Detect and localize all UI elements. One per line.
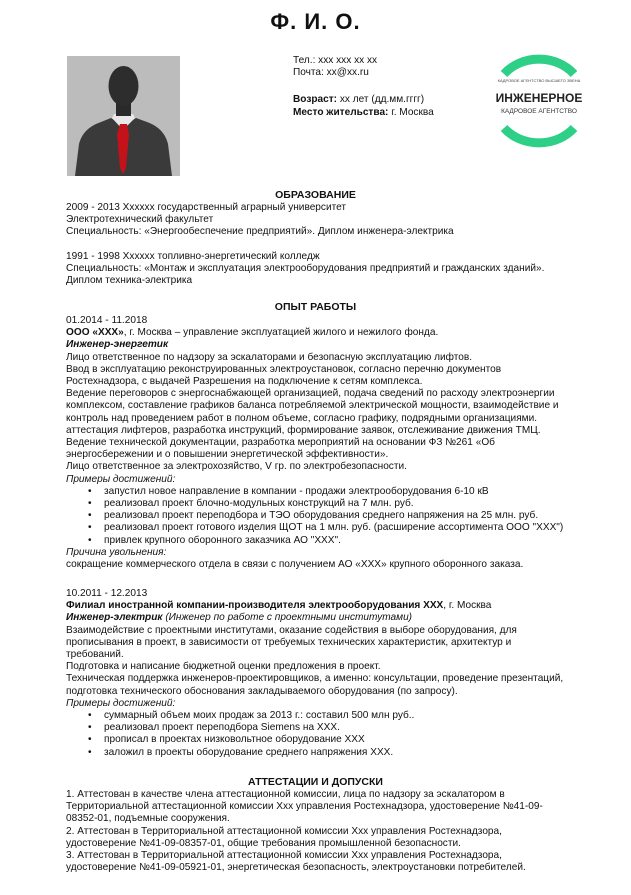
job-position: Инженер-электрик (Инженер по работе с проектными институтами) — [66, 612, 413, 624]
job-duty: аттестация лифтеров, разработка инструкций, формирование заявок, отслеживание движения ТМЦ. — [66, 424, 541, 436]
list-item: • прописал в проектах низковольтное оборудование ХХХ — [66, 734, 586, 746]
achievements-list — [66, 710, 586, 759]
job-duty: подготовка технического обоснования закладываемого оборудования (по запросу). — [66, 685, 458, 697]
phone: Тел.: xxx xxx xx xx — [293, 55, 378, 66]
agency-logo — [490, 52, 588, 150]
job-company: Филиал иностранной компании-производителя электрооборудования ХХХ, г. Москва — [66, 600, 492, 612]
job-position: Инженер-энергетик — [66, 339, 169, 351]
job-entry-2 — [66, 588, 586, 759]
list-item: • запустил новое направление в компании - продажи электрооборудования 6-10 кВ — [66, 486, 586, 498]
list-item: • привлек крупного оборонного заказчика АО "ХХХ". — [66, 535, 586, 547]
certifications-heading: АТТЕСТАЦИИ И ДОПУСКИ — [248, 776, 383, 788]
job-duty: Ведение технической документации, разработка мероприятий на основании ФЗ №261 «Об — [66, 437, 495, 449]
job-duty: Ввод в эксплуатацию реконструированных электроустановок, согласно перечню документов — [66, 363, 502, 375]
job-entry-1 — [66, 315, 586, 571]
list-item: • реализовал проект переподбора и ТЭО оборудования среднего напряжения на 25 млн. руб. — [66, 510, 586, 522]
job-duty: прописывания в проект, в зависимости от требуемых технических характеристик, архитектур и — [66, 636, 512, 648]
contact-info — [293, 55, 493, 119]
job-duty: Ведение переговоров с энергоснабжающей организацией, подача сведений по расходу электроэнергии — [66, 388, 555, 400]
experience-heading: ОПЫТ РАБОТЫ — [274, 301, 357, 313]
job-duty: комплексом, составление графиков баланса потребляемой электрической мощности, взаимодействие и — [66, 400, 559, 412]
achievements-list — [66, 486, 586, 547]
reason-label: Причина увольнения: — [66, 546, 167, 558]
job-duty: Ростехнадзора, с выдачей Разрешения на подключение к сетям комплекса. — [66, 376, 423, 388]
education-entry-2: 1991 - 1998 Хххххх топливно-энергетический колледж Специальность: «Монтаж и эксплуатация электрооборудования предприятий и гражданских зданий». Диплом техника-электрика — [66, 251, 545, 287]
certifications-list — [66, 789, 586, 874]
achievements-label: Примеры достижений: — [66, 697, 176, 709]
profile-photo — [67, 56, 180, 176]
job-duty: энергосбережении и о повышении энергетической эффективности». — [66, 449, 389, 461]
cert-line: 2. Аттестован в Территориальной аттестационной комиссии Ххх управления Ростехнадзора, — [66, 825, 502, 837]
age: Возраст: xx лет (дд.мм.гггг) — [293, 94, 425, 106]
list-item: • заложил в проекты оборудование среднего напряжения ХХХ. — [66, 747, 586, 759]
list-item: • реализовал проект переподбора Siemens на ХХХ. — [66, 722, 586, 734]
list-item: • реализовал проект блочно-модульных конструкций на 7 млн. руб. — [66, 498, 586, 510]
email: Почта: xx@xx.ru — [293, 67, 369, 79]
cert-line: Территориальной аттестационной комиссии Ххх управления Ростехнадзора, удостоверение №41-09- — [66, 801, 543, 813]
logo-main-text: ИНЖЕНЕРНОЕ — [495, 91, 583, 105]
education-heading: ОБРАЗОВАНИЕ — [275, 189, 356, 201]
education-entry-1: 2009 - 2013 Хххххх государственный аграрный университет Электротехнический факультет Специальность: «Энергообеспечение предприятий». Диплом инженера-электрика — [66, 202, 454, 238]
cert-line: 3. Аттестован в Территориальной аттестационной комиссии Ххх управления Ростехнадзора, — [66, 850, 502, 862]
job-period: 01.2014 - 11.2018 — [66, 315, 148, 326]
cert-line: 1. Аттестован в качестве члена аттестационной комиссии, лица по надзору за эскалатором в — [66, 789, 505, 800]
cert-line: удостоверение №41-09-08357-01, общие требования промышленной безопасности. — [66, 837, 461, 849]
cert-line: удостоверение №41-09-05921-01, энергетическая безопасность, электроустановки потребителей. — [66, 862, 526, 874]
job-duty: контроль над проведением работ в полном объеме, согласно графику, подрядными организациями. — [66, 412, 538, 424]
reason-text: сокращение коммерческого отдела в связи с получением АО «ХХХ» крупного оборонного заказа. — [66, 559, 524, 571]
residence: Место жительства: г. Москва — [293, 106, 434, 118]
achievements-label: Примеры достижений: — [66, 473, 176, 485]
logo-top-text: КАДРОВОЕ АГЕНТСТВО ВЫСШЕГО ЗВЕНА — [497, 78, 581, 83]
list-item: • реализовал проект готового изделия ЩОТ на 1 млн. руб. (расширение ассортимента ООО "ХХХ") — [66, 522, 586, 534]
logo-sub-text: КАДРОВОЕ АГЕНТСТВО — [501, 108, 577, 115]
job-duty: Техническая поддержка инженеров-проектировщиков, а именно: консультации, проведение презентаций, — [66, 673, 564, 685]
job-period: 10.2011 - 12.2013 — [66, 588, 148, 599]
candidate-name: Ф. И. О. — [270, 9, 361, 34]
job-company: ООО «ХХХ», г. Москва – управление эксплуатацией жилого и нежилого фонда. — [66, 327, 439, 339]
cert-line: 08352-01, подъемные сооружения. — [66, 813, 230, 825]
list-item: • суммарный объем моих продаж за 2013 г.: составил 500 млн руб.. — [66, 710, 586, 722]
job-duty: Взаимодействие с проектными институтами, оказание содействия в выборе оборудования, для — [66, 624, 517, 636]
job-duty: требований. — [66, 649, 124, 661]
job-duty: Лицо ответственное за электрохозяйство, V гр. по электробезопасности. — [66, 461, 407, 473]
job-duty: Подготовка и написание бюджетной оценки предложения в проект. — [66, 661, 381, 673]
job-duty: Лицо ответственное по надзору за эскалаторами и безопасную эксплуатацию лифтов. — [66, 351, 473, 363]
person-silhouette-icon — [67, 56, 180, 176]
